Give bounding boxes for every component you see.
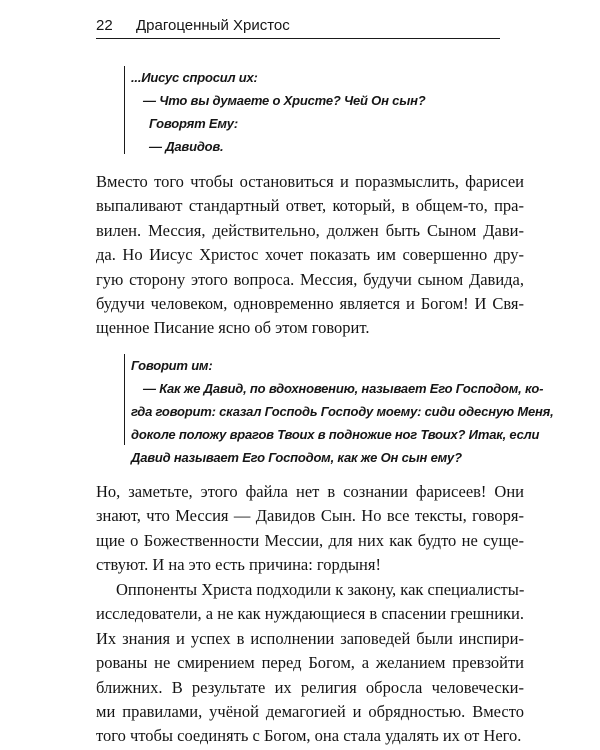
book-title: Драгоценный Христос [136,17,290,34]
text-line: знают, что Мессия — Давидов Сын. Но все тексты, говоря- [96,506,524,526]
quote-line: ...Иисус спросил их: [131,70,258,85]
quote-line: доколе положу врагов Твоих в подножие ног Твоих? Итак, если [131,427,540,442]
quote-line: Говорит им: [131,358,213,373]
text-line: ми правилами, учёной демагогией и обрядностью. Вместо [96,702,524,722]
text-line: щие о Божественности Мессии, для них как будто не суще- [96,530,524,550]
quote-line: — Давидов. [149,139,224,154]
quote-line: Говорят Ему: [149,116,238,131]
text-line: выпаливают стандартный ответ, который, в общем-то, пра- [96,196,524,216]
text-line: да. Но Иисус Христос хочет показать им совершенно дру- [96,245,524,265]
text-line: того чтобы соединять с Богом, она стала удалять их от Него. [96,726,522,746]
text-line: исследователи, а не как нуждающиеся в спасении грешники. [96,604,524,624]
text-line: ствуют. И на это есть причина: гордыня! [96,555,381,575]
text-line: Их знания и успех в исполнении заповедей были инспири- [96,628,524,648]
paragraph-3 [96,578,524,749]
quote-line: Давид называет Его Господом, как же Он сын ему? [131,450,462,465]
quote-line: — Что вы думаете о Христе? Чей Он сын? [143,93,426,108]
text-line: гую сторону этого вопроса. Мессия, будучи сыном Давида, [96,269,524,289]
text-line: Оппоненты Христа подходили к закону, как специалисты- [116,580,525,599]
scripture-quote-2 [124,354,554,465]
page-number: 22 [96,17,113,34]
text-line: Вместо того чтобы остановиться и поразмыслить, фарисеи [96,172,524,191]
text-line: щенное Писание ясно об этом говорит. [96,318,370,338]
text-line: Но, заметьте, этого файла нет в сознании фарисеев! Они [96,482,524,501]
text-line: вилен. Мессия, действительно, должен быть Сыном Дави- [96,220,524,240]
quote-line: гда говорит: сказал Господь Господу моему: сиди одесную Меня, [131,404,554,419]
scripture-quote-1 [124,66,531,154]
text-line: будучи человеком, одновременно является и Богом! И Свя- [96,294,524,314]
text-line: ближних. В результате их религия обросла человечески- [96,677,524,697]
running-header [96,16,500,39]
paragraph-1 [96,170,524,341]
paragraph-2 [96,480,524,578]
text-line: рованы не смирением перед Богом, а желанием превзойти [96,653,524,673]
quote-line: — Как же Давид, по вдохновению, называет Его Господом, ко- [143,381,544,396]
